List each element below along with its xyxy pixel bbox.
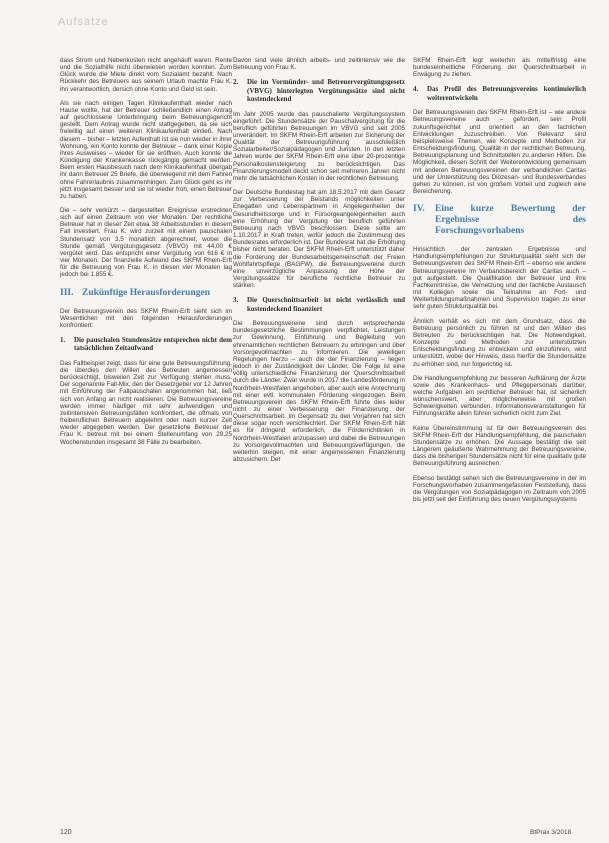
section-number: IV. <box>413 204 425 215</box>
section-heading <box>60 288 232 299</box>
paragraph: dass Strom und Nebenkosten nicht angehäuft waren. Rente und die Sozialhilfe nicht überwiesen worden konnten. Zum Glück wurde die Miete direkt vom Sozialamt bezahlt. Nach Rückkehr des Betreuers aus seinem Urlaub machte Frau K. ihn verantwortlich, dersich ohne Konto und Geld ist sein. <box>60 57 232 93</box>
section-title: Eine kurze Bewertung der Ergebnisse des Forschungsvorhabens <box>435 204 586 237</box>
subsection-heading <box>60 336 232 353</box>
paragraph: Der Deutsche Bundestag hat am 18.5.2017 mit dem Gesetz zur Verbesserung der Beistands möglichkeiten unter Ehegatten und Lebenspartnern in Angelegenheiten der Gesundheitssorge und in Fürsorgeangelegenheiten auch eine Erhöhung der Vergütung der beruflich geführten Betreuung nach VBVG beschlossen. Diese sollte am 1.10.2017 in Kraft treten, wofür jedoch die Zustimmung des Bundesrates erforderlich ist. Der Bundesrat hat die Erhöhung bisher nicht beraten. Der SKFM Rhein-Erft unterstützt daher die Forderung der Bundesarbeitsgemeinschaft der Freien Wohlfahrtspflege (BAGFW), die Betreuungsvereine durch eine unverzügliche Anpassung der Höhe der Vergütungssätze für berufliche rechtliche Betreuer zu stärken. <box>233 189 405 290</box>
paragraph: Ähnlich verhält es sich mit dem Grundsatz, dass die Betreuung persönlich zu führen ist und den Willen des Betreuten zu berücksichtigen hat. Die Notwendigkeit, Konzepte und Methoden zur unterstützten Entscheidungsfindung zu entwickeln und einzuführen, wird unterstützt, wobei der Hinweis, dass hierfür die Stundensätze zu erhöhen sind, nur folgerichtig ist. <box>413 317 586 368</box>
section-heading <box>413 204 586 237</box>
section-number: III. <box>60 287 74 298</box>
page-number: 120 <box>60 829 72 836</box>
paragraph: Die Betreuungsvereine sind durch entsprechende bundesgesetzliche Bestimmungen verpflichtet, Leistungen zur Gewinnung, Einführung und Begleitung von ehrenamtlichen rechtlichen Betreuern zu erbringen und über Vorsorgevollmachten zu informieren. Die jeweiligen Regelungen hierzu – auch die der Finanzierung – liegen jedoch in der Zuständigkeit der Länder. Die Folge ist eine völlig unterschiedliche Finanzierung der Querschnittsarbeit durch die Länder. Zwar wurde in 2017 die Landesförderung in Nordrhein-Westfalen angehoben, aber auch eine Anrechnung mit einer evtl. kommunalen Förderung eingezogen. Beim Betreuungsverein des SKFM Rhein-Erft führte dies leider nicht zu einer Verbesserung der Finanzierung der Querschnittsarbeit. Im Gegensatz zu den Vorjahren hat sich diese sogar noch verschlechtert. Der SKFM Rhein-Erft hält es für dringend erforderlich, die Förderrichtlinien in Nordrhein-Westfalen anzupassen und dabei die Betreuungen zu Vorsorgevollmachten und Betreuungsverfügungen, die weiterhin steigen, mit einer angemessenen Finanzierung abzusichern. Der <box>233 320 405 464</box>
subsection-heading <box>233 78 405 103</box>
journal-issue: BtPrax 3/2018 <box>530 829 572 836</box>
subsection-number: 4. <box>413 85 419 94</box>
subsection-number: 2. <box>233 78 239 87</box>
paragraph: Der Betreuungsverein des SKFM Rhein-Erft sieht sich im Wesentlichen mit den folgenden Herausforderungen konfrontiert: <box>60 307 232 329</box>
subsection-heading <box>413 85 586 102</box>
paragraph: Als sie nach einigen Tagen Klinikaufenthalt wieder nach Hause wollte, hat der Betreuer schließendlich einen Antrag auf geschlossene Unterbringung beim Betreuungsgericht gestellt. Dem Antrag wurde nicht stattgegeben, da sie sich freiwillig auf einen weiteren Klinikaufenthalt einließ. Nach diesem – bisher – letzten Aufenthalt ist sie nun wieder in ihrer Wohnung, ein Konto konnte der Betreuer – dank einer Kopie ihres Ausweises – wieder für sie eröffnen. Auch konnte die Kündigung der Krankenkasse rückgängig gemacht werden. Beim ersten Hausbesuch nach dem Klinikaufenthalt übergab ihr dann Betreuer 25 Briefe, die überwiegend mit dem Fahren ohne Fahrerlaubnis zusammenhingen. Zum Glück geht es ihr jetzt insgesamt besser und sie ist wieder froh, einen Betreuer zu haben. <box>60 99 232 200</box>
paragraph: Die – sehr verkürzt – dargestellten Ereignisse erstreckten sich auf einen Zeitraum von vier Monaten. Der rechtliche Betreuer hat in dieser Zeit etwa 38 Arbeitsstunden in diesem Fall investiert. Frau K. wird zurzeit mit einem pauschalen Stundensatz von 3,5 monatlich abgerechnet, wobei die Stunde gemäß Vergütungsgesetz (VBVG) mit 44,00 € vergütet wird. Das entspricht einer Vergütung von 616 € in vier Monaten. Der finanzielle Aufwand des SKFM Rhein-Erft für die Betreuung von Frau K. in diesen vier Monaten lag jedoch bei 1.855 €. <box>60 206 232 279</box>
subsection-title: Die im Vormünder- und Betreuervergütungsgesetz (VBVG) hinterlegten Vergütungssätze sind nicht kostendeckend <box>247 78 405 104</box>
subsection-title: Die pauschalen Stundensätze entsprechen nicht dem tatsächlichen Zeitaufwand <box>74 336 232 353</box>
paragraph: Die Handlungsempfehlung zur besseren Aufklärung der Ärzte sowie des Krankenhaus- und Pflegepersonals darüber, welche Aufgaben ein rechtlicher Betreuer hat, ist sicherlich wünschenswert, aber möglicherweise mit großen Schwierigkeiten verbunden. Informationsveranstaltungen für Führungskräfte allein führen sicherlich nicht zum Ziel. <box>413 374 586 418</box>
subsection-title: Das Profil des Betreuungsvereins kontinuierlich weiterentwickeln <box>427 85 586 102</box>
text-column-right <box>413 57 586 819</box>
text-column-left <box>60 57 232 819</box>
paragraph: Ebenso bestätigt sehen sich die Betreuungsvereine in der im Forschungsvorhaben zusammengefassten Feststellung, dass die Vergütungen von Sozialpädagogen im Zeitraum von 2005 bis jetzt seit der Einführung des neuen Vergütungssystems <box>413 474 586 503</box>
subsection-title: Die Querschnittsarbeit ist nicht verlässlich und kostendeckend finanziert <box>247 296 405 313</box>
paragraph: Keine Übereinstimmung ist für den Betreuungsverein des SKFM Rhein-Erft der Handlungsempfehlung, die pauschalen Stundensätze zu erhöhen. Die Aussage bestätigt die seit Längerem geäußerte Wahrnehmung der Betreuungsvereine, dass die bisherigen Stundensätze nicht für eine qualitativ gute Betreuungsführung ausreichen. <box>413 424 586 468</box>
paragraph: SKFM Rhein-Erft legt weiterhin als mittelfristig eine bundeseinheitliche Förderung der Querschnittsarbeit in Erwägung zu ziehen. <box>413 57 586 79</box>
subsection-number: 1. <box>60 336 66 344</box>
text-column-middle <box>233 57 405 819</box>
paragraph: Der Betreuungsverein des SKFM Rhein-Erft ist – wie andere Betreuungsvereine auch – gefordert, sein Profil zukunftsgerichtet und orientiert an den fachlichen Entwicklungen zuzuschreiben. Von Relevanz sind beispielsweise Themen, wie Konzepte und Methoden zur Entscheidungsfindung, Qualität in der rechtlichen Betreuung, Betreuungsplanung und Schnittstellen zu anderen Hilfen. Die Möglichkeit, diesen Schritt der Weiterentwicklung gemeinsam mit anderen Betreuungsvereinen der verbandlichen Caritas und der Unterstützung des Diözesan- und Bundesverbandes gehen zu können, ist von großem Vorteil und zugleich eine Bereicherung. <box>413 109 586 195</box>
section-title: Zukünftige Herausforderungen <box>82 287 210 298</box>
paragraph: Hinsichtlich der zentralen Ergebnisse und Handlungsempfehlungen zur Strukturqualität sieht sich der Betreuungsverein des SKFM Rhein-Erft – ebenso wie andere Betreuungsvereine im Verbandsbereich der Caritas auch – gut aufgestellt. Die Qualifikation der Betreuer und ihre Fachkenntnisse, die Vernetzung und der fachliche Austausch mit Kollegen sowie die Teilnahme an Fort- und Weiterbildungsmaßnahmen und Supervision tragen zu einer sehr guten Strukturqualität bei. <box>413 246 586 311</box>
subsection-heading <box>233 296 405 313</box>
section-header: Aufsätze <box>58 16 109 28</box>
paragraph: Das Fallbeispiel zeigt, dass für eine gute Betreuungsführung, die überdies den Willen des Betreuten angemessen berücksichtigt, bisweilen Zeit zur Verfügung stehen muss. Der sogenannte Fall-Mix, den der Gesetzgeber vor 12 Jahren mit Einführung der Fallpauschalen angenommen hat, ließ sich von Anfang an nicht realisieren. Die Betreuungsvereine werden immer häufiger mit sehr aufwendigen und zeitintensiven Betreuungsfällen konfrontiert, die oftmals von freiberuflichen Betreuern abgelehnt oder nach kurzer Zeit wieder abgegeben werden. Der gesetzliche Betreuer der Frau K. betreut mit bei einem Stellenumfang von 29,25 Wochenstunden insgesamt 38 Fälle zu bearbeiten. <box>60 359 232 446</box>
paragraph: Im Jahr 2005 wurde das pauschalierte Vergütungssystem eingeführt. Die Stundensätze der Pauschalvergütung für die beruflich geführten Betreuungen im VBVG sind seit 2005 unverändert. Im SKFM Rhein-Erft arbeiten zur Sicherung der Qualität der Betreuungsführung ausschließlich Sozialarbeiter/Sozialpädagogen und Juristen. In den letzten Jahren wurde der SKFM Rhein-Erft eine über 20-prozentige Personalkostensteigerung zu berücksichtigen. Das Finanzierungsmodell deckt schon seit mehreren Jahren nicht mehr die tatsächlichen Kosten in der rechtlichen Betreuung. <box>233 110 405 182</box>
paragraph: Davon sind viele ähnlich arbeits- und zeitintensiv wie die Betreuung von Frau K. <box>233 57 405 72</box>
subsection-number: 3. <box>233 296 239 305</box>
